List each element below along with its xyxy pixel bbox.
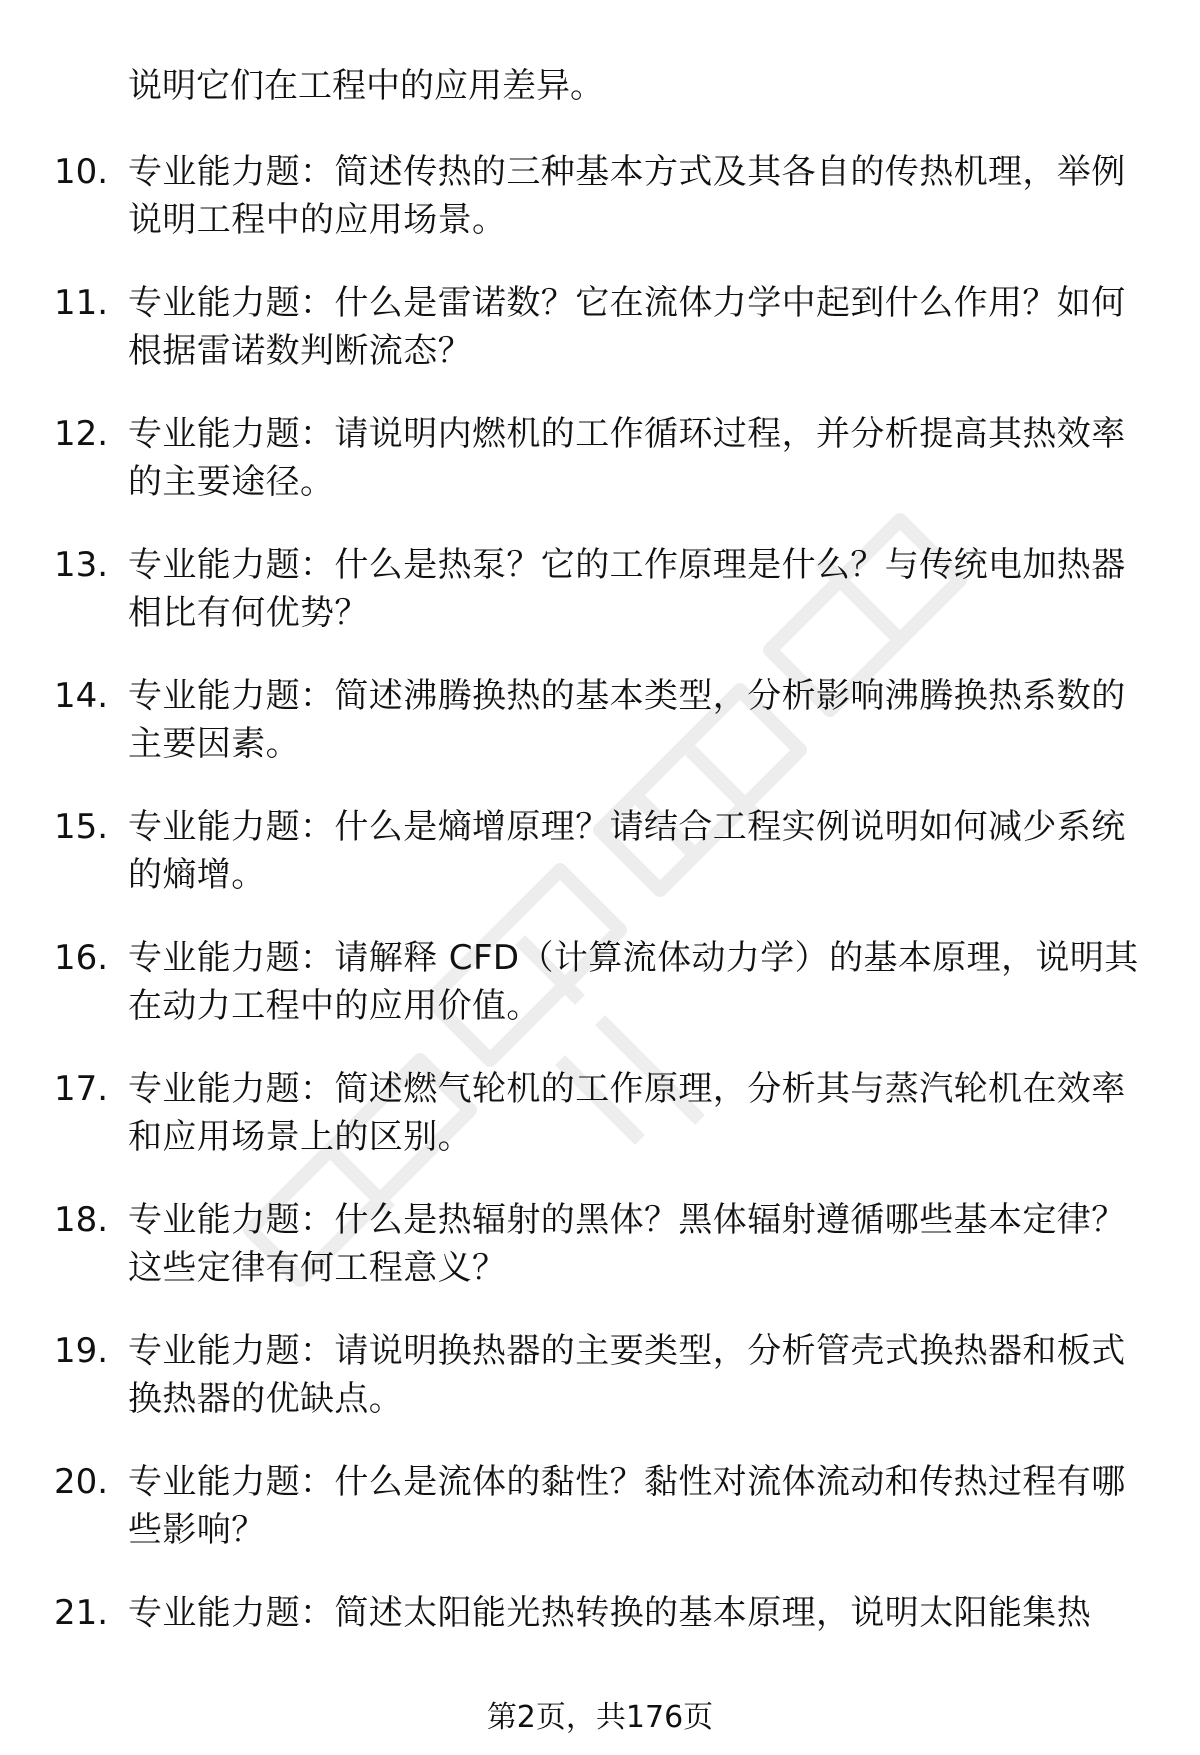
question-number: 16. — [54, 938, 109, 978]
question-text: 专业能力题：什么是热泵？它的工作原理是什么？与传统电加热器相比有何优势？ — [128, 545, 1126, 633]
question-item — [0, 541, 1200, 672]
question-number: 11. — [54, 283, 109, 323]
question-number: 17. — [54, 1069, 109, 1109]
question-text: 专业能力题：什么是热辐射的黑体？黑体辐射遵循哪些基本定律？这些定律有何工程意义？ — [128, 1200, 1126, 1288]
question-text: 专业能力题：请说明换热器的主要类型，分析管壳式换热器和板式换热器的优缺点。 — [128, 1331, 1126, 1419]
page-number-label: 第2页，共176页 — [486, 1700, 714, 1735]
question-text: 专业能力题：请解释 CFD（计算流体动力学）的基本原理，说明其在动力工程中的应用价值。 — [128, 938, 1139, 1026]
question-list — [0, 148, 1200, 1720]
question-item — [0, 410, 1200, 541]
question-number: 10. — [54, 152, 109, 192]
question-number: 19. — [54, 1331, 109, 1371]
question-number: 20. — [54, 1462, 109, 1502]
question-number: 13. — [54, 545, 109, 585]
question-number: 12. — [54, 414, 109, 454]
question-text: 专业能力题：什么是雷诺数？它在流体力学中起到什么作用？如何根据雷诺数判断流态？ — [128, 283, 1126, 371]
question-text: 专业能力题：什么是熵增原理？请结合工程实例说明如何减少系统的熵增。 — [128, 807, 1126, 895]
question-text: 专业能力题：简述传热的三种基本方式及其各自的传热机理，举例说明工程中的应用场景。 — [128, 152, 1126, 240]
question-text: 专业能力题：简述沸腾换热的基本类型，分析影响沸腾换热系数的主要因素。 — [128, 676, 1126, 764]
question-item — [0, 672, 1200, 803]
question-item — [0, 279, 1200, 410]
question-item — [0, 1327, 1200, 1458]
question-item — [0, 803, 1200, 934]
question-number: 18. — [54, 1200, 109, 1240]
question-text: 专业能力题：简述燃气轮机的工作原理，分析其与蒸汽轮机在效率和应用场景上的区别。 — [128, 1069, 1126, 1157]
question-item — [0, 1458, 1200, 1589]
question-number: 21. — [54, 1593, 109, 1633]
question-text: 专业能力题：简述太阳能光热转换的基本原理，说明太阳能集热 — [128, 1593, 1092, 1633]
question-text: 专业能力题：什么是流体的黏性？黏性对流体流动和传热过程有哪些影响？ — [128, 1462, 1126, 1550]
question-text: 专业能力题：请说明内燃机的工作循环过程，并分析提高其热效率的主要途径。 — [128, 414, 1126, 502]
question-item — [0, 1065, 1200, 1196]
question-item — [0, 148, 1200, 279]
page-footer — [0, 1698, 1200, 1738]
question-item — [0, 1196, 1200, 1327]
question-number: 15. — [54, 807, 109, 847]
question-number: 14. — [54, 676, 109, 716]
continuation-text: 说明它们在工程中的应用差异。 — [128, 66, 604, 106]
question-item — [0, 934, 1200, 1065]
